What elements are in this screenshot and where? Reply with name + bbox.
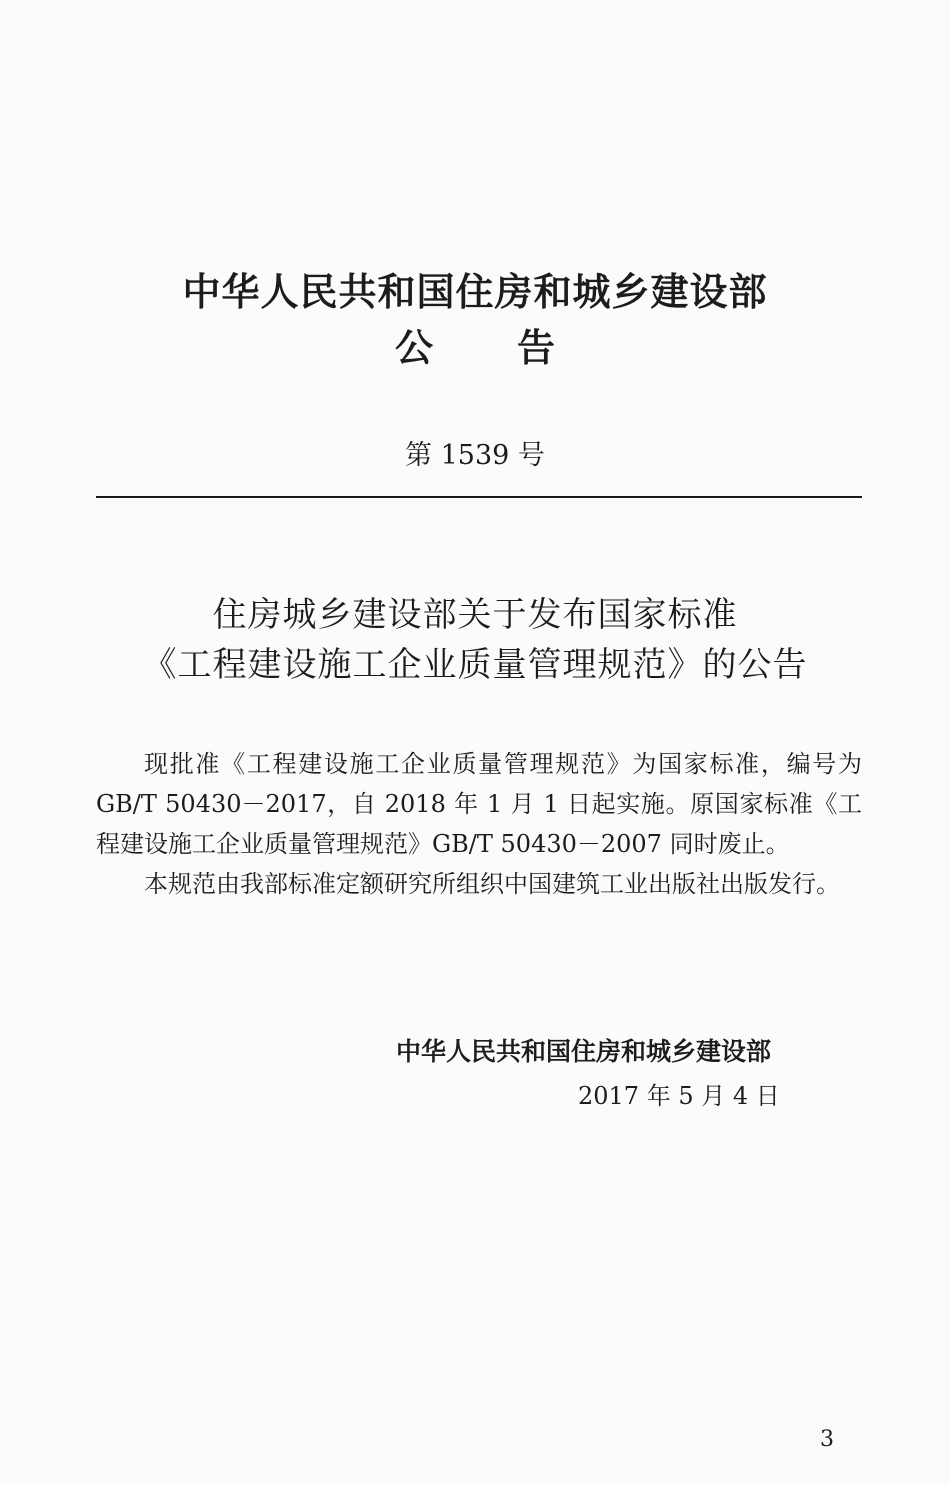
- subject-line-1: 住房城乡建设部关于发布国家标准: [212, 595, 738, 635]
- signature-date: 2017 年 5 月 4 日: [578, 1082, 780, 1110]
- body-paragraph-1: 现批准《工程建设施工企业质量管理规范》为国家标准，编号为 GB/T 50430－2017，自 2018 年 1 月 1 日起实施。原国家标准《工程建设施工企业质量管理规范》GB/T 50430－2007 同时废止。: [96, 750, 862, 858]
- document-type-title: [0, 322, 950, 374]
- body-paragraph-2: 本规范由我部标准定额研究所组织中国建筑工业出版社出版发行。: [144, 870, 840, 898]
- signature-organization: 中华人民共和国住房和城乡建设部: [396, 1037, 772, 1066]
- subject-line-2: 《工程建设施工企业质量管理规范》的公告: [142, 645, 808, 685]
- announcement-subject: [0, 590, 950, 690]
- document-number: 第 1539 号: [405, 440, 545, 471]
- title-char-2: 告: [517, 326, 556, 370]
- header-divider: [96, 496, 862, 498]
- title-char-1: 公: [394, 326, 433, 370]
- issuing-organization: 中华人民共和国住房和城乡建设部: [182, 270, 768, 314]
- page-number: 3: [820, 1427, 834, 1452]
- announcement-body: [96, 744, 862, 904]
